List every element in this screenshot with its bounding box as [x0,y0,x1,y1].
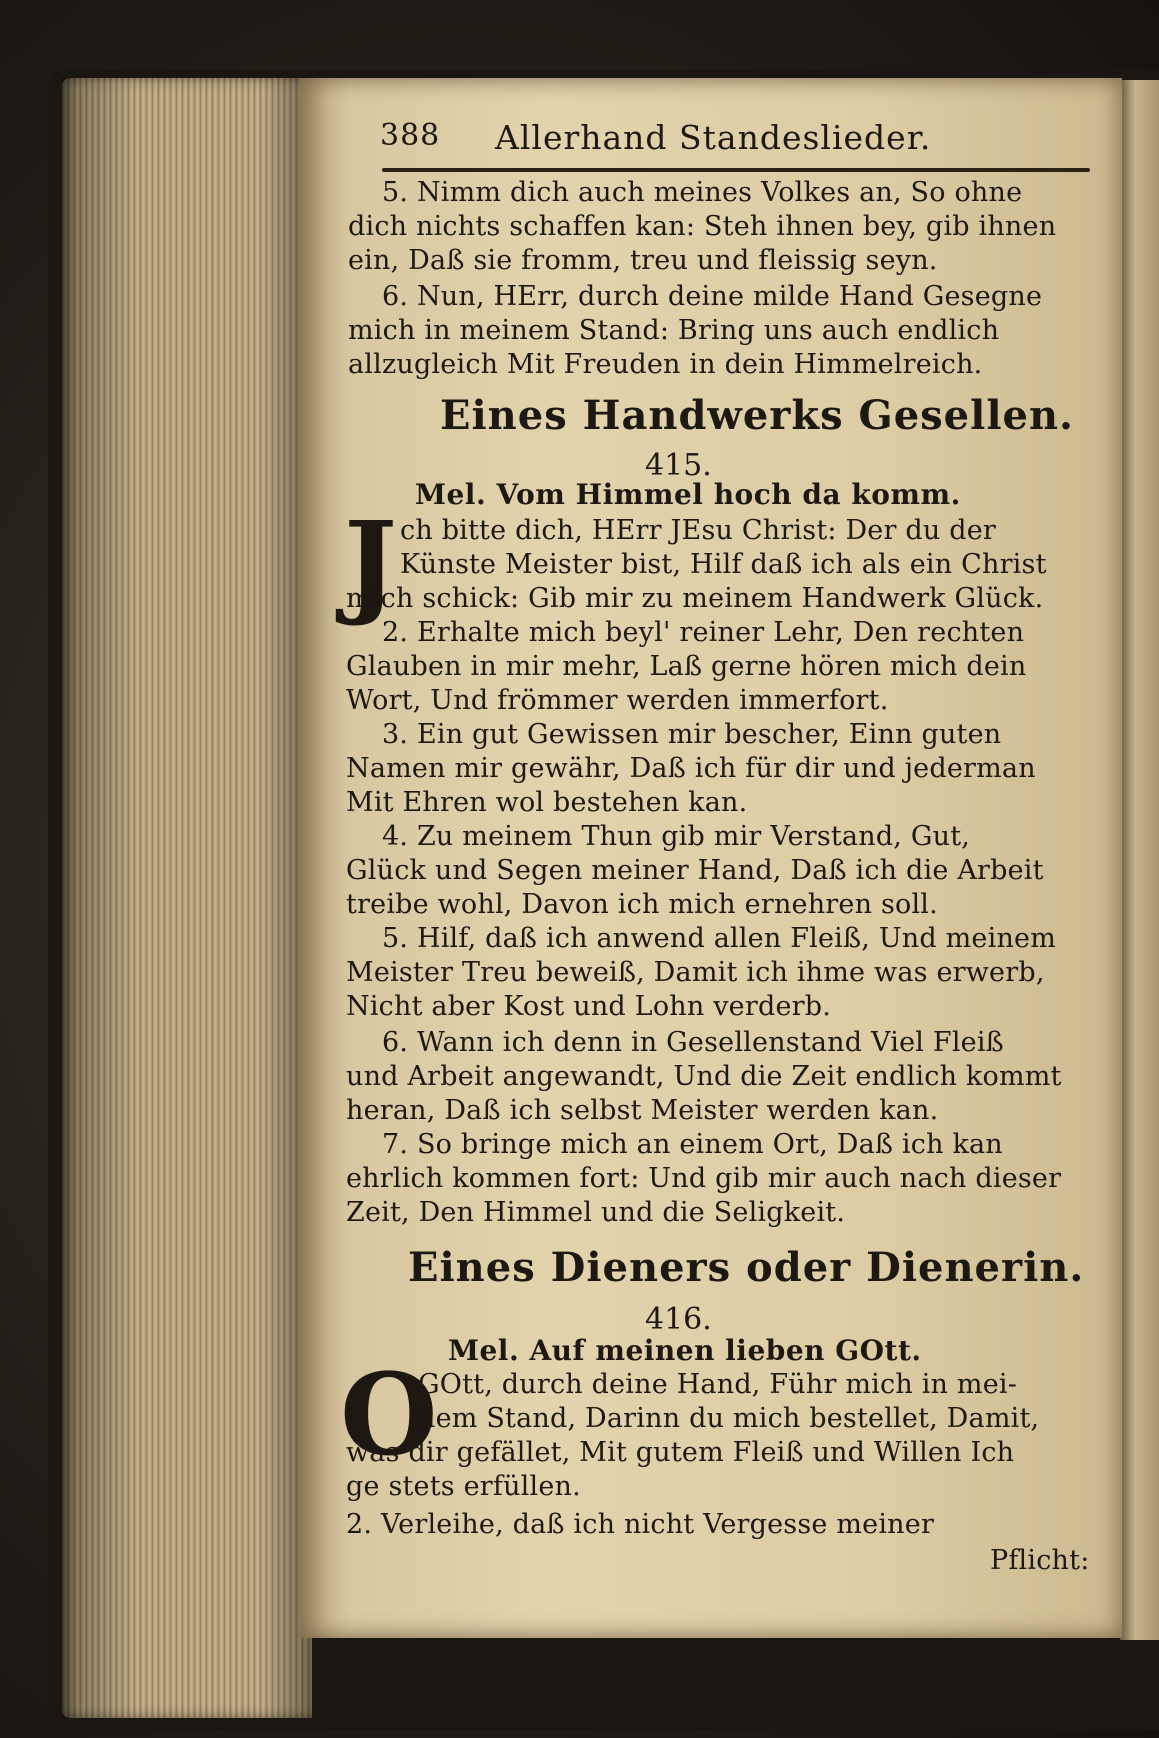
text-line: ein, Daß sie fromm, treu und fleissig seyn. [348,245,938,276]
text-line: Mit Ehren wol bestehen kan. [346,787,748,818]
hymn-number: 415. [645,448,712,483]
text-line: heran, Daß ich selbst Meister werden kan. [346,1095,939,1126]
text-line: Zeit, Den Himmel und die Seligkeit. [346,1197,846,1228]
facing-page-edge [1120,80,1159,1640]
page-number: 388 [380,118,441,153]
text-line: GOtt, durch deine Hand, Führ mich in mei- [418,1369,1018,1400]
text-line: ge stets erfüllen. [346,1471,581,1502]
text-line: dich nichts schaffen kan: Steh ihnen bey, gib ihnen [348,211,1057,242]
text-line: allzugleich Mit Freuden in dein Himmelreich. [348,349,983,380]
text-line: Glauben in mir mehr, Laß gerne hören mich dein [346,651,1027,682]
text-line: nem Stand, Darinn du mich bestellet, Damit, [418,1403,1040,1434]
text-line: mich schick: Gib mir zu meinem Handwerk Glück. [346,583,1044,614]
text-line: 7. So bringe mich an einem Ort, Daß ich kan [382,1129,1003,1160]
text-line: 5. Nimm dich auch meines Volkes an, So ohne [382,177,1023,208]
text-line: Wort, Und frömmer werden immerfort. [346,685,889,716]
text-line: Künste Meister bist, Hilf daß ich als ein Christ [400,549,1047,580]
text-line: Glück und Segen meiner Hand, Daß ich die Arbeit [346,855,1044,886]
text-line: treibe wohl, Davon ich mich ernehren soll. [346,889,938,920]
text-line: ehrlich kommen fort: Und gib mir auch nach dieser [346,1163,1062,1194]
text-line: 6. Wann ich denn in Gesellenstand Viel Fleiß [382,1027,1004,1058]
hymn-number: 416. [645,1302,712,1337]
text-line: 6. Nun, HErr, durch deine milde Hand Gesegne [382,281,1043,312]
melody-line: Mel. Vom Himmel hoch da komm. [415,478,961,511]
text-line: Nicht aber Kost und Lohn verderb. [346,991,832,1022]
text-line: Namen mir gewähr, Daß ich für dir und jederman [346,753,1036,784]
book-page [300,78,1122,1638]
text-line: was dir gefället, Mit gutem Fleiß und Willen Ich [346,1437,1015,1468]
header-rule [382,168,1090,172]
drop-cap: J [344,498,397,629]
text-line: Meister Treu beweiß, Damit ich ihme was erwerb, [346,957,1045,988]
text-line: 2. Verleihe, daß ich nicht Vergesse meiner [346,1509,935,1540]
page-edges [62,78,312,1718]
section-heading: Eines Handwerks Gesellen. [440,392,1074,439]
text-line: ch bitte dich, HErr JEsu Christ: Der du der [400,515,996,546]
text-line: 2. Erhalte mich beyl' reiner Lehr, Den rechten [382,617,1025,648]
melody-line: Mel. Auf meinen lieben GOtt. [448,1334,922,1367]
text-line: mich in meinem Stand: Bring uns auch endlich [348,315,1000,346]
running-title: Allerhand Standeslieder. [495,118,932,157]
text-line: 5. Hilf, daß ich anwend allen Fleiß, Und meinem [382,923,1057,954]
drop-cap: O [340,1350,438,1481]
section-heading: Eines Dieners oder Dienerin. [408,1244,1085,1291]
text-line: 4. Zu meinem Thun gib mir Verstand, Gut, [382,821,971,852]
running-head [380,118,1080,168]
text-line: und Arbeit angewandt, Und die Zeit endlich kommt [346,1061,1062,1092]
text-line: Pflicht: [990,1545,1090,1576]
text-line: 3. Ein gut Gewissen mir bescher, Einn guten [382,719,1002,750]
